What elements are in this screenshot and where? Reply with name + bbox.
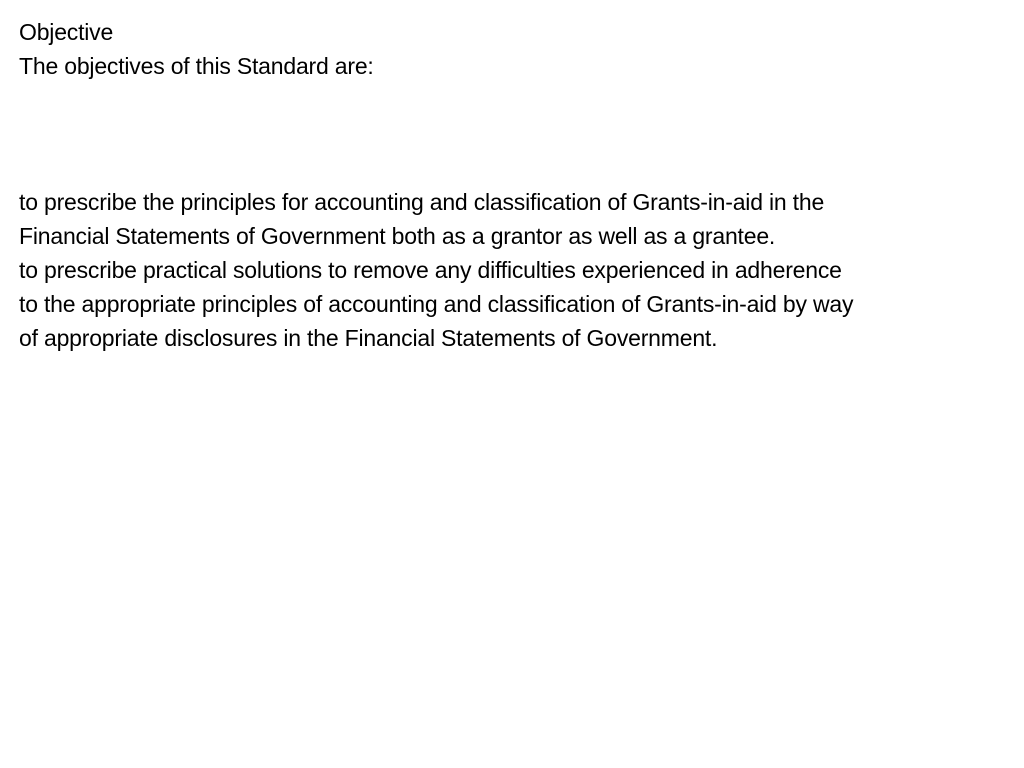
objective-2-line-1: to prescribe practical solutions to remove any difficulties experienced in adherence	[19, 257, 842, 283]
page-heading: Objective	[19, 19, 114, 45]
document-text-block	[19, 15, 1004, 355]
blank-space	[19, 83, 1004, 185]
objective-item-1	[19, 185, 1004, 253]
objective-2-line-2: to the appropriate principles of accounting and classification of Grants-in-aid by way	[19, 291, 854, 317]
objective-2-line-3: of appropriate disclosures in the Financial Statements of Government.	[19, 325, 718, 351]
objective-1-line-2: Financial Statements of Government both as a grantor as well as a grantee.	[19, 223, 776, 249]
objective-item-2	[19, 253, 1004, 355]
objective-1-line-1: to prescribe the principles for accounting and classification of Grants-in-aid in the	[19, 189, 825, 215]
intro-text: The objectives of this Standard are:	[19, 53, 374, 79]
